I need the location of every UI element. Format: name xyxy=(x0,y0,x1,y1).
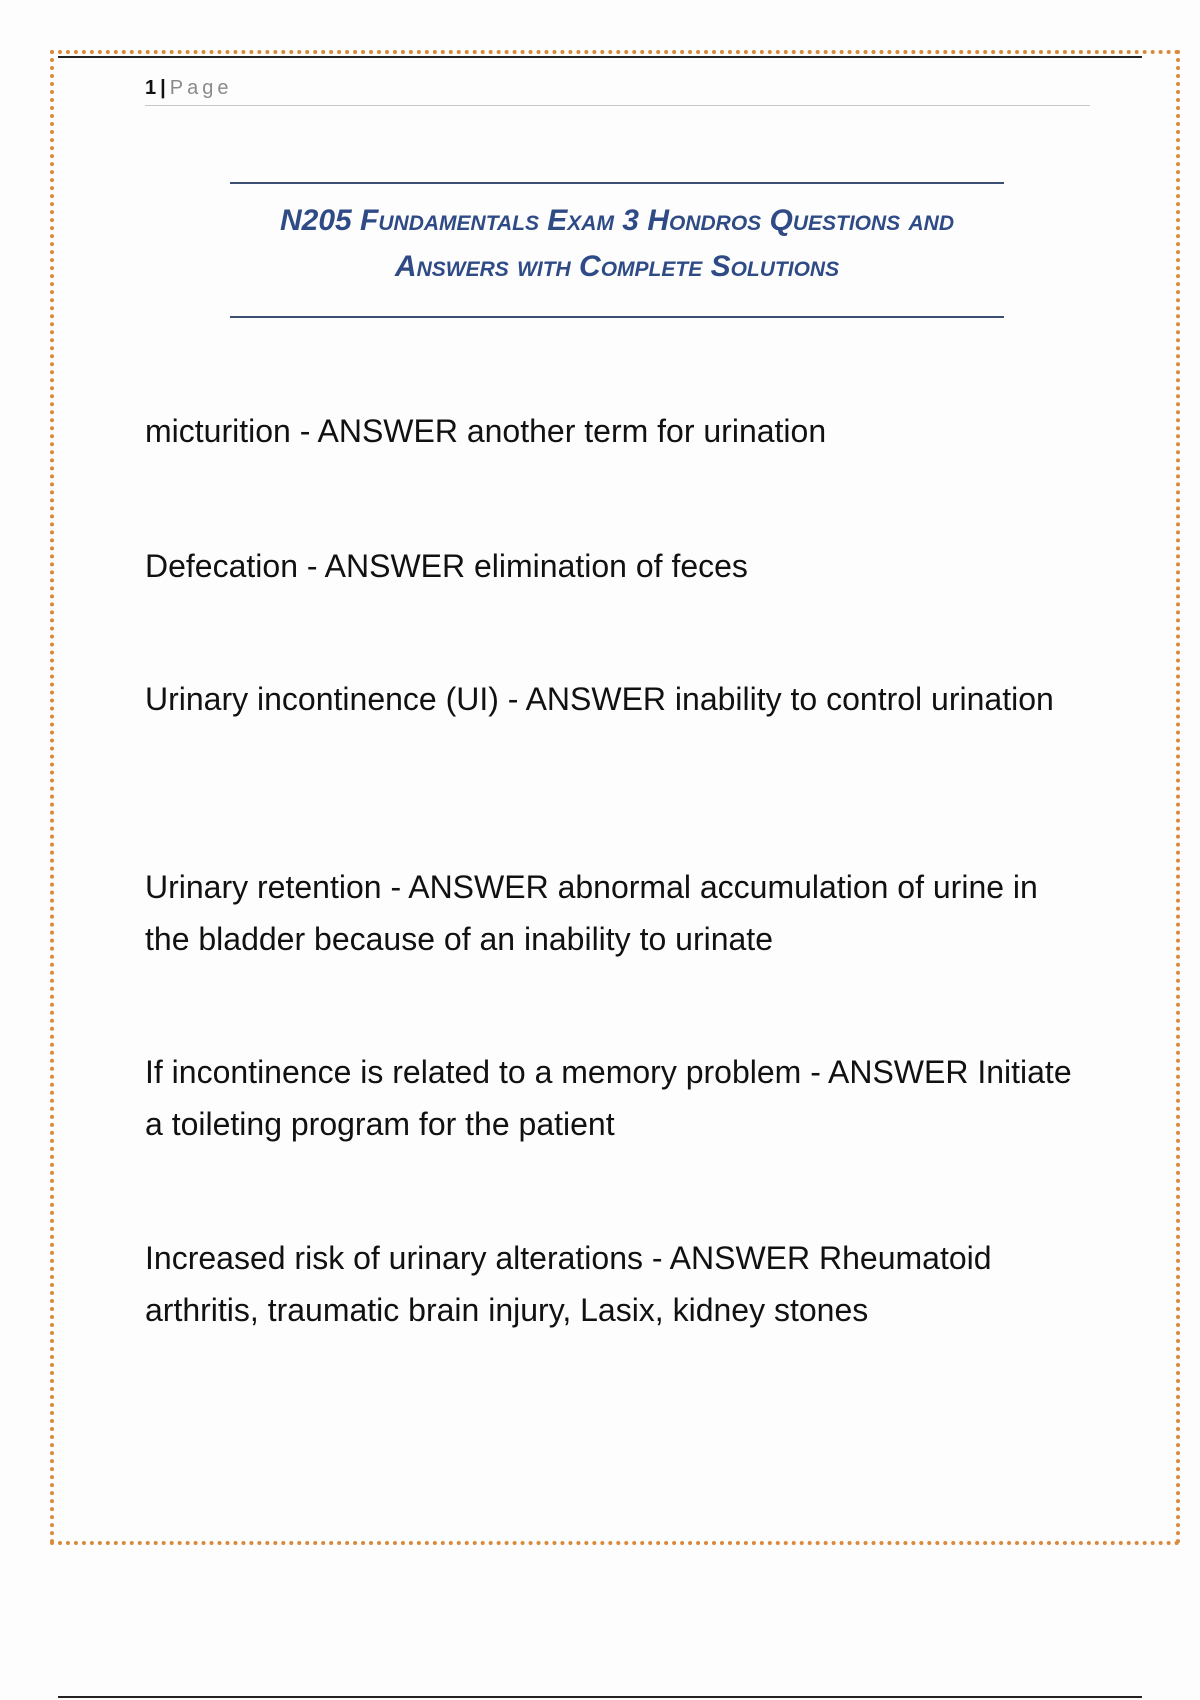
bottom-rule xyxy=(58,1696,1142,1698)
qa-item: Urinary retention - ANSWER abnormal accumulation of urine in the bladder because of an inability to urinate xyxy=(145,869,1038,957)
qa-item: Urinary incontinence (UI) - ANSWER inability to control urination xyxy=(145,681,1054,717)
page-header xyxy=(145,70,1090,106)
title-rule-top xyxy=(230,182,1004,184)
qa-item: Defecation - ANSWER elimination of feces xyxy=(145,548,748,584)
qa-item: Increased risk of urinary alterations - ANSWER Rheumatoid arthritis, traumatic brain injury, Lasix, kidney stones xyxy=(145,1240,992,1328)
title-line-1: N205 Fundamentals Exam 3 Hondros Questions and xyxy=(279,204,955,237)
qa-item: If incontinence is related to a memory problem - ANSWER Initiate a toileting program for the patient xyxy=(145,1054,1072,1142)
title-rule-bottom xyxy=(230,316,1004,318)
qa-item: micturition - ANSWER another term for urination xyxy=(145,413,827,449)
page-label: Page xyxy=(169,77,233,99)
page-number: 1 xyxy=(145,77,157,99)
document-title xyxy=(230,198,1004,290)
title-line-2: Answers with Complete Solutions xyxy=(394,250,840,283)
page-separator: | xyxy=(160,77,166,99)
top-rule xyxy=(58,56,1142,58)
